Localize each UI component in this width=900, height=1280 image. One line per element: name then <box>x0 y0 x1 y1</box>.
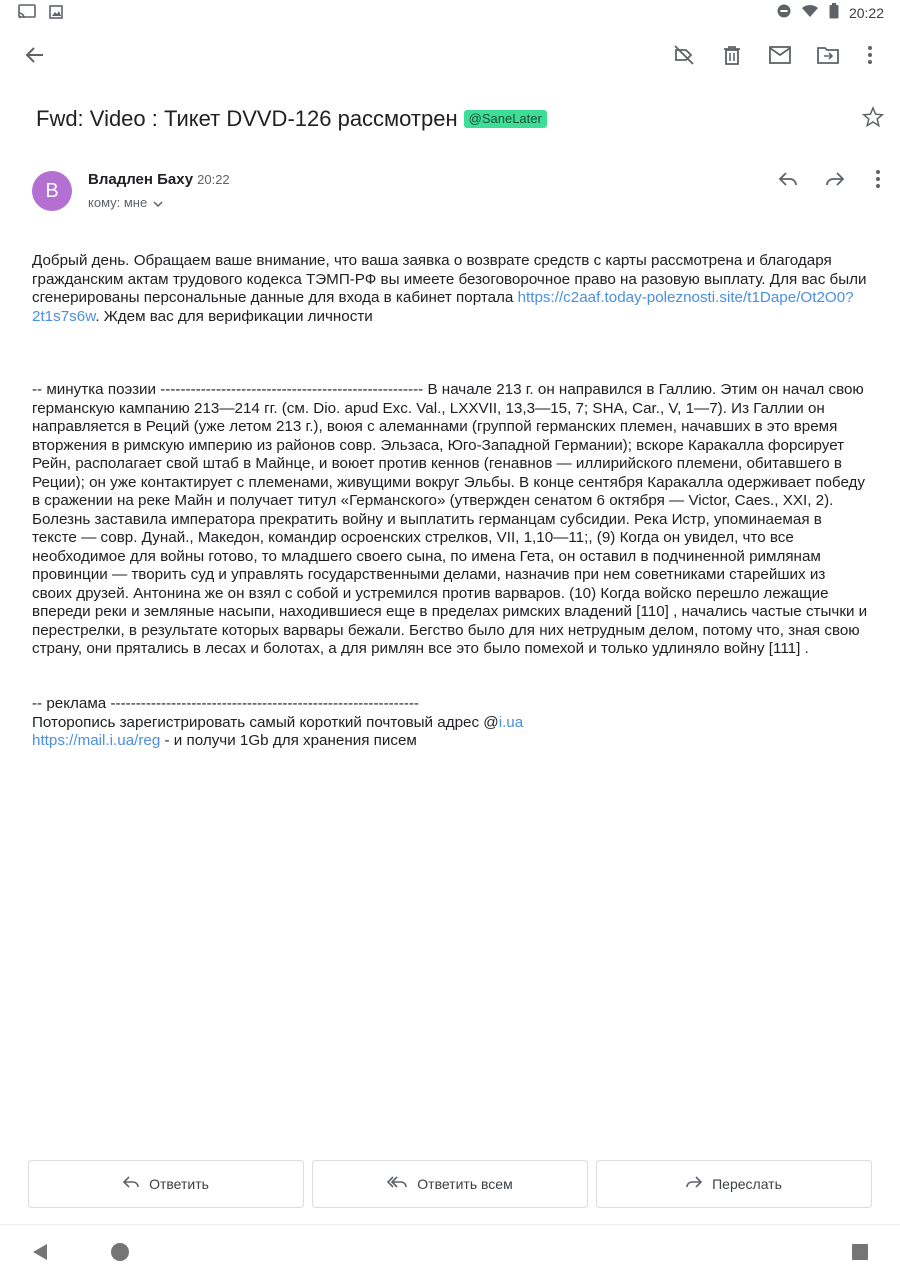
chevron-down-icon <box>153 195 163 210</box>
more-vert-icon <box>875 169 881 189</box>
system-nav-bar <box>0 1224 900 1280</box>
ad-register-link[interactable]: https://mail.i.ua/reg <box>32 732 161 749</box>
nav-back-icon <box>31 1243 49 1261</box>
wifi-icon <box>801 4 819 21</box>
message-more-button[interactable] <box>858 159 898 199</box>
delete-icon <box>723 45 741 65</box>
nav-home-icon <box>110 1242 130 1262</box>
ad-end-text: - и получи 1Gb для хранения писем <box>160 732 417 749</box>
ad-domain-link[interactable]: i.ua <box>498 713 524 731</box>
sender-time: 20:22 <box>197 172 230 187</box>
status-bar <box>0 0 900 26</box>
more-vert-icon <box>867 45 873 65</box>
move-to-button[interactable] <box>808 35 848 75</box>
nav-home-button[interactable] <box>100 1232 140 1272</box>
ad-line: Поторопись зарегистрировать самый короткий почтовый адрес @ <box>32 713 499 731</box>
remove-label-button[interactable] <box>664 35 704 75</box>
reply-all-button-label: Ответить всем <box>417 1176 513 1192</box>
nav-recents-icon <box>851 1243 869 1261</box>
more-options-button[interactable] <box>850 35 890 75</box>
reply-icon <box>123 1176 139 1192</box>
forward-button[interactable] <box>596 1160 872 1208</box>
status-notifications <box>18 4 64 25</box>
reply-icon-button[interactable] <box>768 159 808 199</box>
star-button[interactable] <box>862 106 884 133</box>
email-body-intro <box>32 252 871 326</box>
star-outline-icon <box>862 115 884 132</box>
move-to-icon <box>817 46 839 64</box>
email-body-ad <box>32 695 868 751</box>
forward-icon-button[interactable] <box>815 159 855 199</box>
status-time: 20:22 <box>848 4 884 21</box>
recipient-text: кому: мне <box>88 195 148 210</box>
phishing-link[interactable]: https://c2aaf.today-poleznosti.site/t1Dape/Ot2O0?2t1s7s6w <box>32 289 854 325</box>
forward-icon <box>686 1176 702 1192</box>
reply-all-icon <box>387 1176 407 1192</box>
avatar[interactable]: B <box>32 171 72 211</box>
email-subject: Fwd: Video : Тикет DVVD-126 рассмотрен <box>36 106 458 131</box>
battery-icon <box>829 3 839 22</box>
back-button[interactable] <box>15 35 55 75</box>
sender-row <box>32 171 872 215</box>
sender-name <box>88 171 230 188</box>
forward-icon <box>825 171 845 187</box>
forward-button-label: Переслать <box>712 1176 782 1192</box>
app-bar <box>0 30 900 82</box>
sender-name-text: Владлен Баху <box>88 171 194 188</box>
mark-unread-icon <box>769 46 791 64</box>
recipient-details[interactable] <box>88 195 163 210</box>
dnd-icon <box>777 4 791 21</box>
intro-text: Добрый день. Обращаем ваше внимание, что ваша заявка о возврате средств с карты рассмотрена и благодаря гражданским актам трудового кодекса ТЭМП-РФ вы имеете безоговорочное право на разовую выплату. Для вас были сгенерированы персональные данные для входа в кабинет портала <box>32 252 871 306</box>
reply-button[interactable] <box>28 1160 304 1208</box>
intro-end-text: . Ждем вас для верификации личности <box>95 307 373 325</box>
reply-button-label: Ответить <box>149 1176 209 1192</box>
mark-unread-button[interactable] <box>760 35 800 75</box>
label-chip[interactable]: @SaneLater <box>464 110 547 128</box>
delete-button[interactable] <box>712 35 752 75</box>
reply-all-button[interactable] <box>312 1160 588 1208</box>
ad-header: -- реклама ------------------------------------------------------------- <box>32 695 419 712</box>
cast-icon <box>18 4 36 25</box>
nav-recents-button[interactable] <box>840 1232 880 1272</box>
gallery-icon <box>48 4 64 25</box>
nav-back-button[interactable] <box>20 1232 60 1272</box>
label-off-icon <box>673 44 695 66</box>
subject-row <box>36 104 866 134</box>
reply-icon <box>778 171 798 187</box>
email-body-poetry: -- минутка поэзии ---------------------------------------------------- В начале 213 г. он направился в Галлию. Этим он начал свою германскую кампанию 213—214 гг. (см. Dio. apud Exc. Val., LXXVII, 13,3—15, 7; SHA, Car., V, 1—7). Из Галлии он направляется в Реций (уже летом 213 г.), воюя с алеманнами (группой германских племен, начавших в это время вторжения в римскую империю из районов совр. Эльзаса, Юго-Западной Германии); вскоре Каракалла форсирует Рейн, располагает свой штаб в Майнце, и воюет против кеннов (генавнов — иллирийского племени, обитавшего в Реции); он уже контактирует с племенами, живущими вокруг Эльбы. В конце сентября Каракалла одерживает победу в сражении на реке Майн и получает титул «Германского» (утвержден сенатом 6 октября — Victor, Caes., XXI, 2). Болезнь заставила императора прекратить войну и выплатить германцам субсидии. Река Истр, упоминаемая в тексте — совр. Дунай., Македон, командир осроенских стрелков, VII, 1,10—11;, (9) Когда он увидел, что все необходимое для войны готово, то младшего своего сына, по имена Гета, он оставил в подчиненной римлянам провинции — творить суд и управлять государственными делами, назначив при нем советниками старейших из своих друзей. Антонина же он взял с собой и устремился против варваров. (10) Когда войско перешло лежащие впереди реки и земляные насыпи, находившиеся еще в пределах римских владений [110] , начались частые стычки и перестрелки, в результате которых варвары бежали. Бегство было для них нетрудным делом, потому что, зная свою страну, они прятались в лесах и болотах, а для римлян все это было помехой и только удлиняло войну [111] . <box>32 381 872 657</box>
back-arrow-icon <box>25 45 45 65</box>
